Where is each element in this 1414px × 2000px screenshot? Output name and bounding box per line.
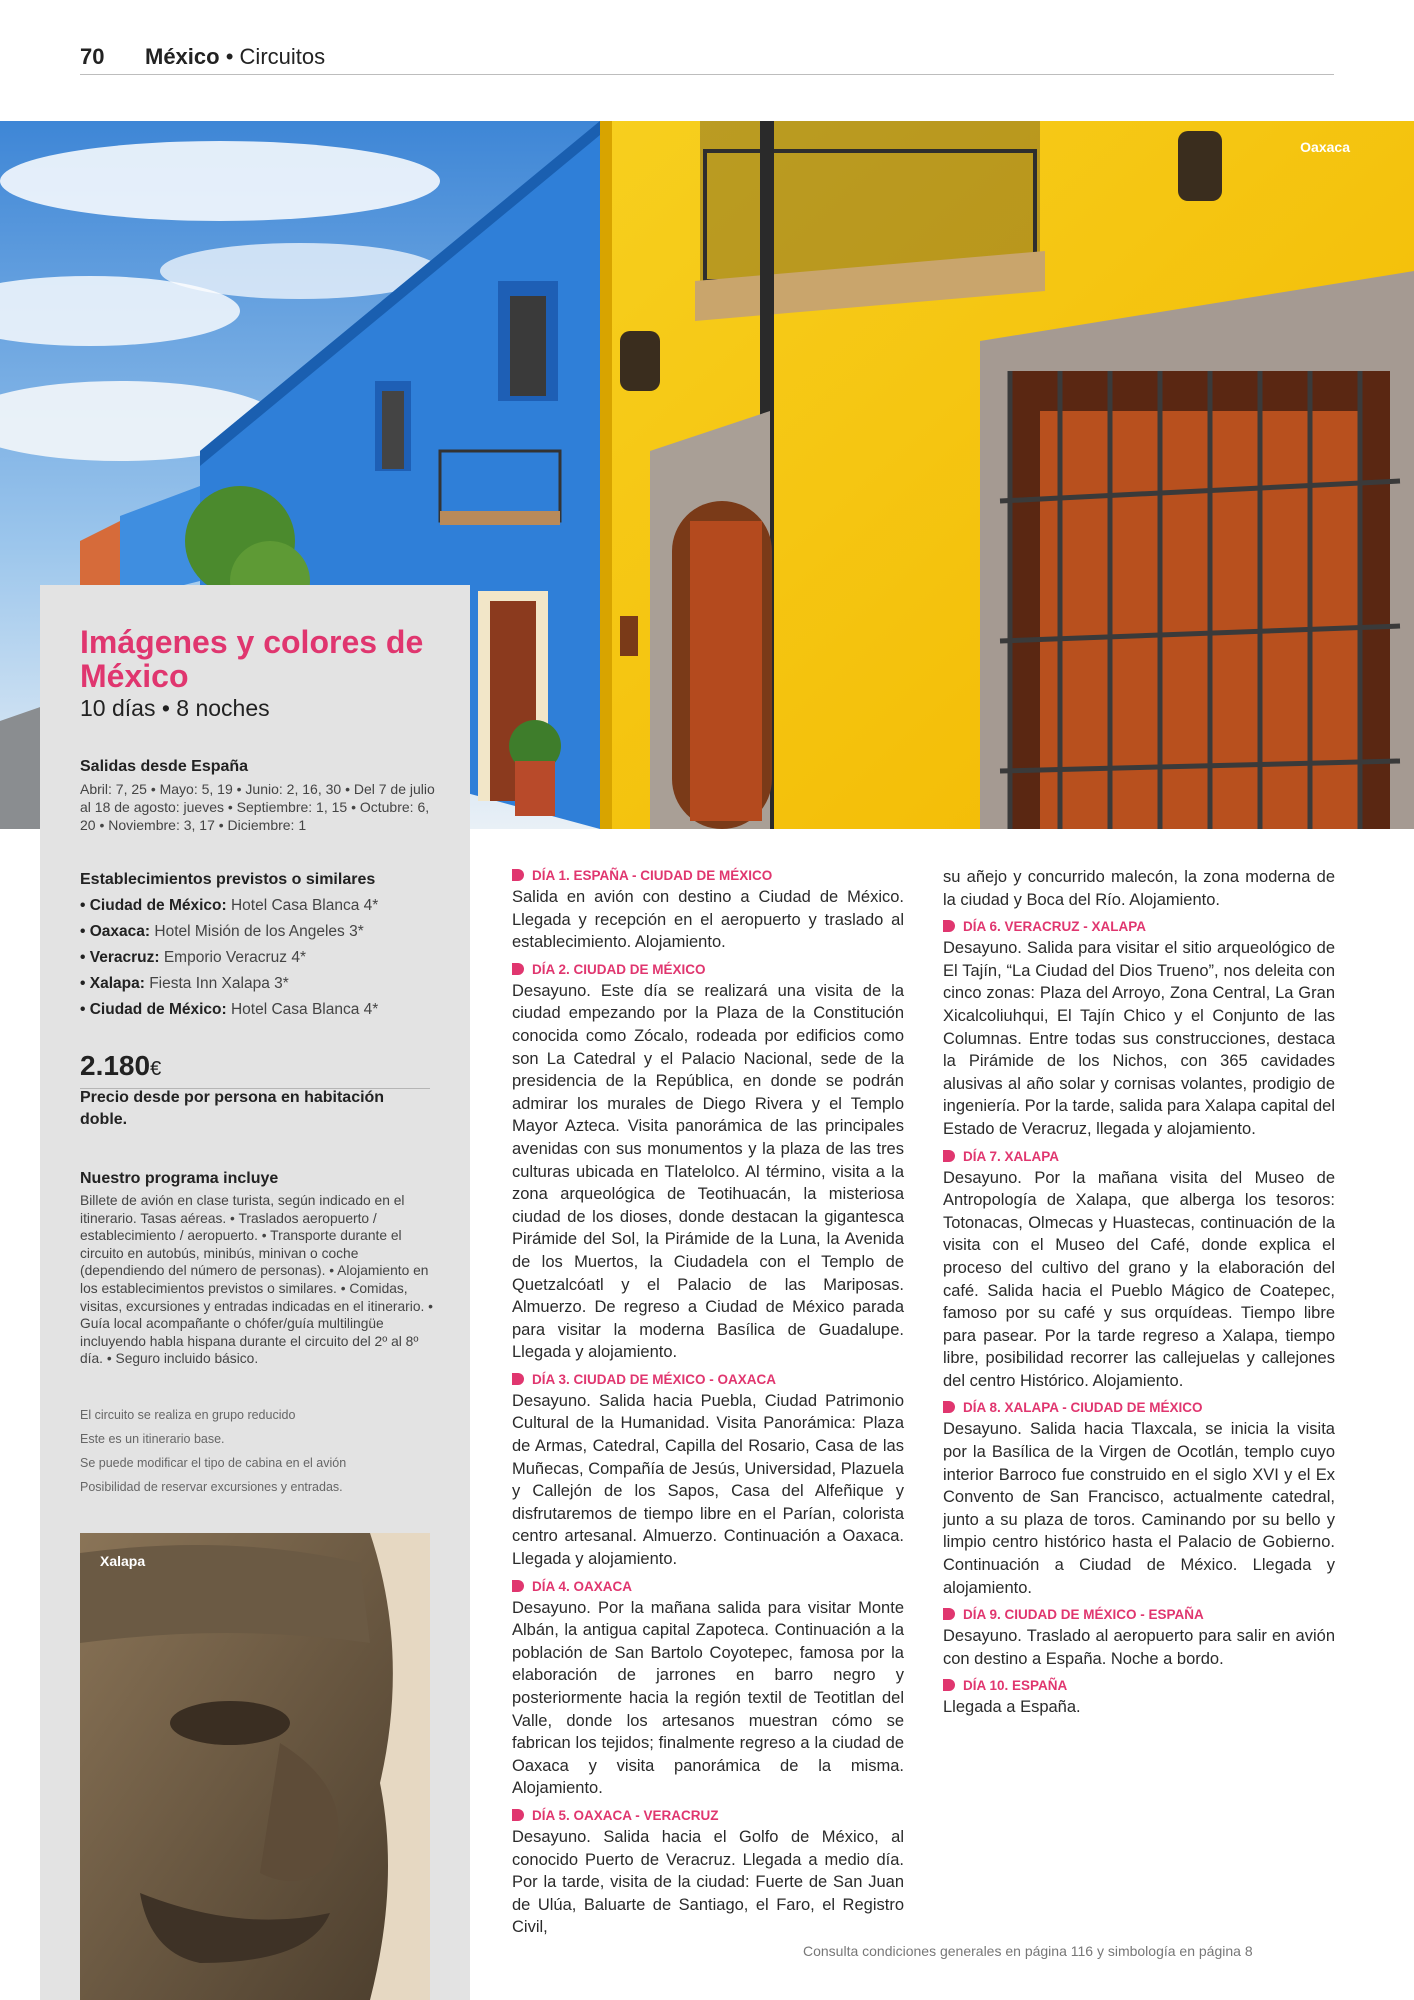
bullet-icon <box>512 963 524 975</box>
day-text: Salida en avión con destino a Ciudad de México. Llegada y recepción en el aeropuerto y traslado al establecimiento. Alojamiento. <box>512 888 904 952</box>
day-heading-text: DÍA 2. CIUDAD DE MÉXICO <box>532 961 706 977</box>
page-header <box>80 44 1334 75</box>
itinerary-day <box>512 1806 904 1939</box>
notes-list <box>80 1403 440 1499</box>
page-number: 70 <box>80 44 105 69</box>
price-currency: € <box>150 1058 162 1080</box>
day-text: Desayuno. Traslado al aeropuerto para salir en avión con destino a España. Noche a bordo. <box>943 1627 1335 1668</box>
hotel-name: Hotel Misión de los Angeles 3* <box>154 923 364 940</box>
note-item: Se puede modificar el tipo de cabina en el avión <box>80 1456 347 1470</box>
day-text: Desayuno. Por la mañana visita del Museo de Antropología de Xalapa, que alberga los tesoros: Totonacas, Olmecas y Huastecas, continuación de la visita con el Museo del Café, donde explica el proceso del cultivo del grano y la elaboración del café. Salida hacia el Pueblo Mágico de Coatepec, famoso por su café y sus orquídeas. Tiempo libre para pasear. Por la tarde regreso a Xalapa, tiempo libre, posibilidad recorrer las callejuelas y callejones del centro Histórico. Alojamiento. <box>943 1168 1335 1390</box>
bullet-icon <box>512 1373 524 1385</box>
departures-heading: Salidas desde España <box>80 758 249 775</box>
day-text: Desayuno. Salida hacia el Golfo de México, al conocido Puerto de Veracruz. Llegada a medio día. Por la tarde, visita de la ciudad: Fuerte de San Juan de Ulúa, Baluarte de Santiago, el Faro, el Registro Civil, <box>512 1827 904 1937</box>
hero-caption: Oaxaca <box>1300 139 1350 155</box>
section-label: Circuitos <box>239 44 326 69</box>
day-heading <box>943 1676 1335 1696</box>
itinerary-day-continued <box>943 866 1335 911</box>
day-heading <box>512 1370 904 1390</box>
day-heading <box>512 866 904 886</box>
day-text: Desayuno. Este día se realizará una visita de la ciudad empezando por la Plaza de la Constitución conocida como Zócalo, rodeada por edificios como son La Catedral y el Palacio Nacional, sede de la presidencia de la República, en donde se podrán admirar los murales de Diego Rivera y el Templo Mayor Azteca. Visita panorámica de las principales avenidas con sus monumentos y la plaza de las tres culturas ubicada en Tlatelolco. Al término, visita a la zona arqueológica de Teotihuacán, la misteriosa ciudad de los dioses, donde destacan la gigantesca Pirámide del Sol, la Pirámide de la Luna, la Avenida de los Muertos, la Ciudadela con el Templo de Quetzalcóatl y el Palacio de las Mariposas. Almuerzo. De regreso a Ciudad de México parada para visitar la moderna Basílica de Guadalupe. Llegada y alojamiento. <box>512 981 904 1362</box>
itinerary-day <box>512 1577 904 1800</box>
day-heading-text: DÍA 10. ESPAÑA <box>963 1678 1068 1694</box>
bullet-icon <box>943 1679 955 1691</box>
hotel-city: • Ciudad de México: <box>80 897 227 914</box>
day-heading-text: DÍA 7. XALAPA <box>963 1148 1060 1164</box>
day-heading <box>943 1398 1335 1418</box>
itinerary-column-2 <box>943 866 1335 1725</box>
trip-title: Imágenes y colores de México <box>80 624 424 694</box>
hotel-city: • Xalapa: <box>80 975 145 992</box>
footer-note: Consulta condiciones generales en página 116 y simbología en página 8 <box>803 1943 1253 1959</box>
day-text: Llegada a España. <box>943 1698 1081 1717</box>
sidebar-panel <box>40 585 470 2000</box>
hotel-item <box>80 893 440 919</box>
hotel-name: Emporio Veracruz 4* <box>163 949 306 966</box>
includes-heading: Nuestro programa incluye <box>80 1170 279 1187</box>
day-heading-text: DÍA 4. OAXACA <box>532 1578 633 1594</box>
day-heading-text: DÍA 3. CIUDAD DE MÉXICO - OAXACA <box>532 1371 777 1387</box>
hotels-section <box>80 871 440 1023</box>
header-separator: • <box>225 44 234 69</box>
hotels-heading: Establecimientos previstos o similares <box>80 871 376 888</box>
day-heading <box>943 1605 1335 1625</box>
day-text: Desayuno. Por la mañana salida para visitar Monte Albán, la antigua capital Zapoteca. Continuación a la población de San Bartolo Coyotepec, famosa por la elaboración de jarrones en barro negro y posteriormente hacia la región textil de Teotitlan del Valle, donde los artesanos muestran cómo se fabrican los tejidos; finalmente regreso a la ciudad de Oaxaca y visita panorámica de la misma. Alojamiento. <box>512 1598 904 1798</box>
bullet-icon <box>943 1608 955 1620</box>
day-heading <box>943 1147 1335 1167</box>
day-text: Desayuno. Salida hacia Puebla, Ciudad Patrimonio Cultural de la Humanidad. Visita Panorámica: Plaza de Armas, Catedral, Capilla del Rosario, Casa de las Muñecas, Compañía de Jesús, Universidad, Plazuela y Callejón de los Sapos, Casa del Alfeñique y disfrutaremos de tiempo libre en el Parían, colorista centro artesanal. Almuerzo. Continuación a Oaxaca. Llegada y alojamiento. <box>512 1391 904 1569</box>
bullet-icon <box>512 869 524 881</box>
itinerary-column-1 <box>512 866 904 1945</box>
itinerary-day <box>943 1676 1335 1719</box>
includes-text: Billete de avión en clase turista, según indicado en el itinerario. Tasas aéreas. • Traslados aeropuerto / establecimiento / aeropuerto. • Transporte durante el circuito en autobús, minibús, minivan o coche (dependiendo del número de personas). • Alojamiento en los establecimientos previstos o similares. • Comidas, visitas, excursiones y entradas indicadas en el itinerario. • Guía local acompañante o chófer/guía multilingüe incluyendo habla hispana durante el circuito del 2º al 8º día. • Seguro incluido básico. <box>80 1193 433 1367</box>
hotel-item <box>80 919 440 945</box>
olmec-head-illustration <box>80 1533 430 2000</box>
hotel-name: Hotel Casa Blanca 4* <box>230 1001 379 1018</box>
price <box>80 1050 430 1089</box>
itinerary-day <box>512 1370 904 1571</box>
note-item: Posibilidad de reservar excursiones y entradas. <box>80 1480 343 1494</box>
itinerary-day <box>512 866 904 954</box>
day-heading-text: DÍA 1. ESPAÑA - CIUDAD DE MÉXICO <box>532 868 773 883</box>
olmec-head-image <box>80 1533 430 2000</box>
bullet-icon <box>943 1401 955 1413</box>
bullet-icon <box>943 920 955 932</box>
day-heading <box>512 1577 904 1597</box>
itinerary-day <box>512 960 904 1364</box>
price-note: Precio desde por persona en habitación doble. <box>80 1089 385 1128</box>
day-text: su añejo y concurrido malecón, la zona moderna de la ciudad y Boca del Río. Alojamiento. <box>943 868 1335 909</box>
bullet-icon <box>512 1580 524 1592</box>
trip-duration: 10 días • 8 noches <box>80 695 270 721</box>
itinerary-day <box>943 1147 1335 1393</box>
hotel-name: Hotel Casa Blanca 4* <box>230 897 379 914</box>
day-heading <box>512 1806 904 1826</box>
day-heading <box>943 917 1335 937</box>
includes-section <box>80 1170 440 1368</box>
hotel-item <box>80 945 440 971</box>
hotel-item <box>80 971 440 997</box>
day-heading <box>512 960 904 980</box>
departures-text: Abril: 7, 25 • Mayo: 5, 19 • Junio: 2, 16, 30 • Del 7 de julio al 18 de agosto: jueves • Septiembre: 1, 15 • Octubre: 6, 20 • Noviembre: 3, 17 • Diciembre: 1 <box>80 781 435 833</box>
bullet-icon <box>512 1809 524 1821</box>
day-heading-text: DÍA 5. OAXACA - VERACRUZ <box>532 1807 719 1823</box>
page-section-title <box>145 44 325 70</box>
price-value: 2.180 <box>80 1050 151 1081</box>
departures-section <box>80 758 440 834</box>
note-item: Este es un itinerario base. <box>80 1432 225 1446</box>
hotel-item <box>80 997 440 1023</box>
hotel-city: • Oaxaca: <box>80 923 151 940</box>
note-item: El circuito se realiza en grupo reducido <box>80 1408 296 1422</box>
country-label: México <box>145 44 220 69</box>
day-heading-text: DÍA 6. VERACRUZ - XALAPA <box>963 919 1147 935</box>
day-text: Desayuno. Salida hacia Tlaxcala, se inicia la visita por la Basílica de la Virgen de Ocotlán, templo cuyo interior Barroco fue construido en el siglo XVI y el Ex Convento de San Francisco, actualmente catedral, junto a su plaza de toros. Caminando por su bello y limpio centro histórico hasta el Palacio de Gobierno. Continuación a Ciudad de México. Llegada y alojamiento. <box>943 1420 1335 1597</box>
itinerary-day <box>943 1398 1335 1599</box>
day-text: Desayuno. Salida para visitar el sitio arqueológico de El Tajín, “La Ciudad del Dios Trueno”, nos deleita con cinco zonas: Plaza del Arroyo, Zona Central, La Gran Xicalcoliuhqui, El Tajín Chico y el Conjunto de las Columnas. Entre todas sus construcciones, destaca la Pirámide de los Nichos, con 365 cavidades alusivas al año solar y cornisas volantes, prodigio de ingeniería. Por la tarde, salida para Xalapa capital del Estado de Veracruz, llegada y alojamiento. <box>943 939 1335 1138</box>
day-heading-text: DÍA 9. CIUDAD DE MÉXICO - ESPAÑA <box>963 1607 1204 1623</box>
hotel-city: • Veracruz: <box>80 949 160 966</box>
image-caption: Xalapa <box>100 1553 146 1569</box>
day-heading-text: DÍA 8. XALAPA - CIUDAD DE MÉXICO <box>963 1400 1203 1416</box>
itinerary-day <box>943 1605 1335 1670</box>
itinerary-day <box>943 917 1335 1140</box>
hotel-city: • Ciudad de México: <box>80 1001 227 1018</box>
bullet-icon <box>943 1150 955 1162</box>
hotel-name: Fiesta Inn Xalapa 3* <box>149 975 289 992</box>
